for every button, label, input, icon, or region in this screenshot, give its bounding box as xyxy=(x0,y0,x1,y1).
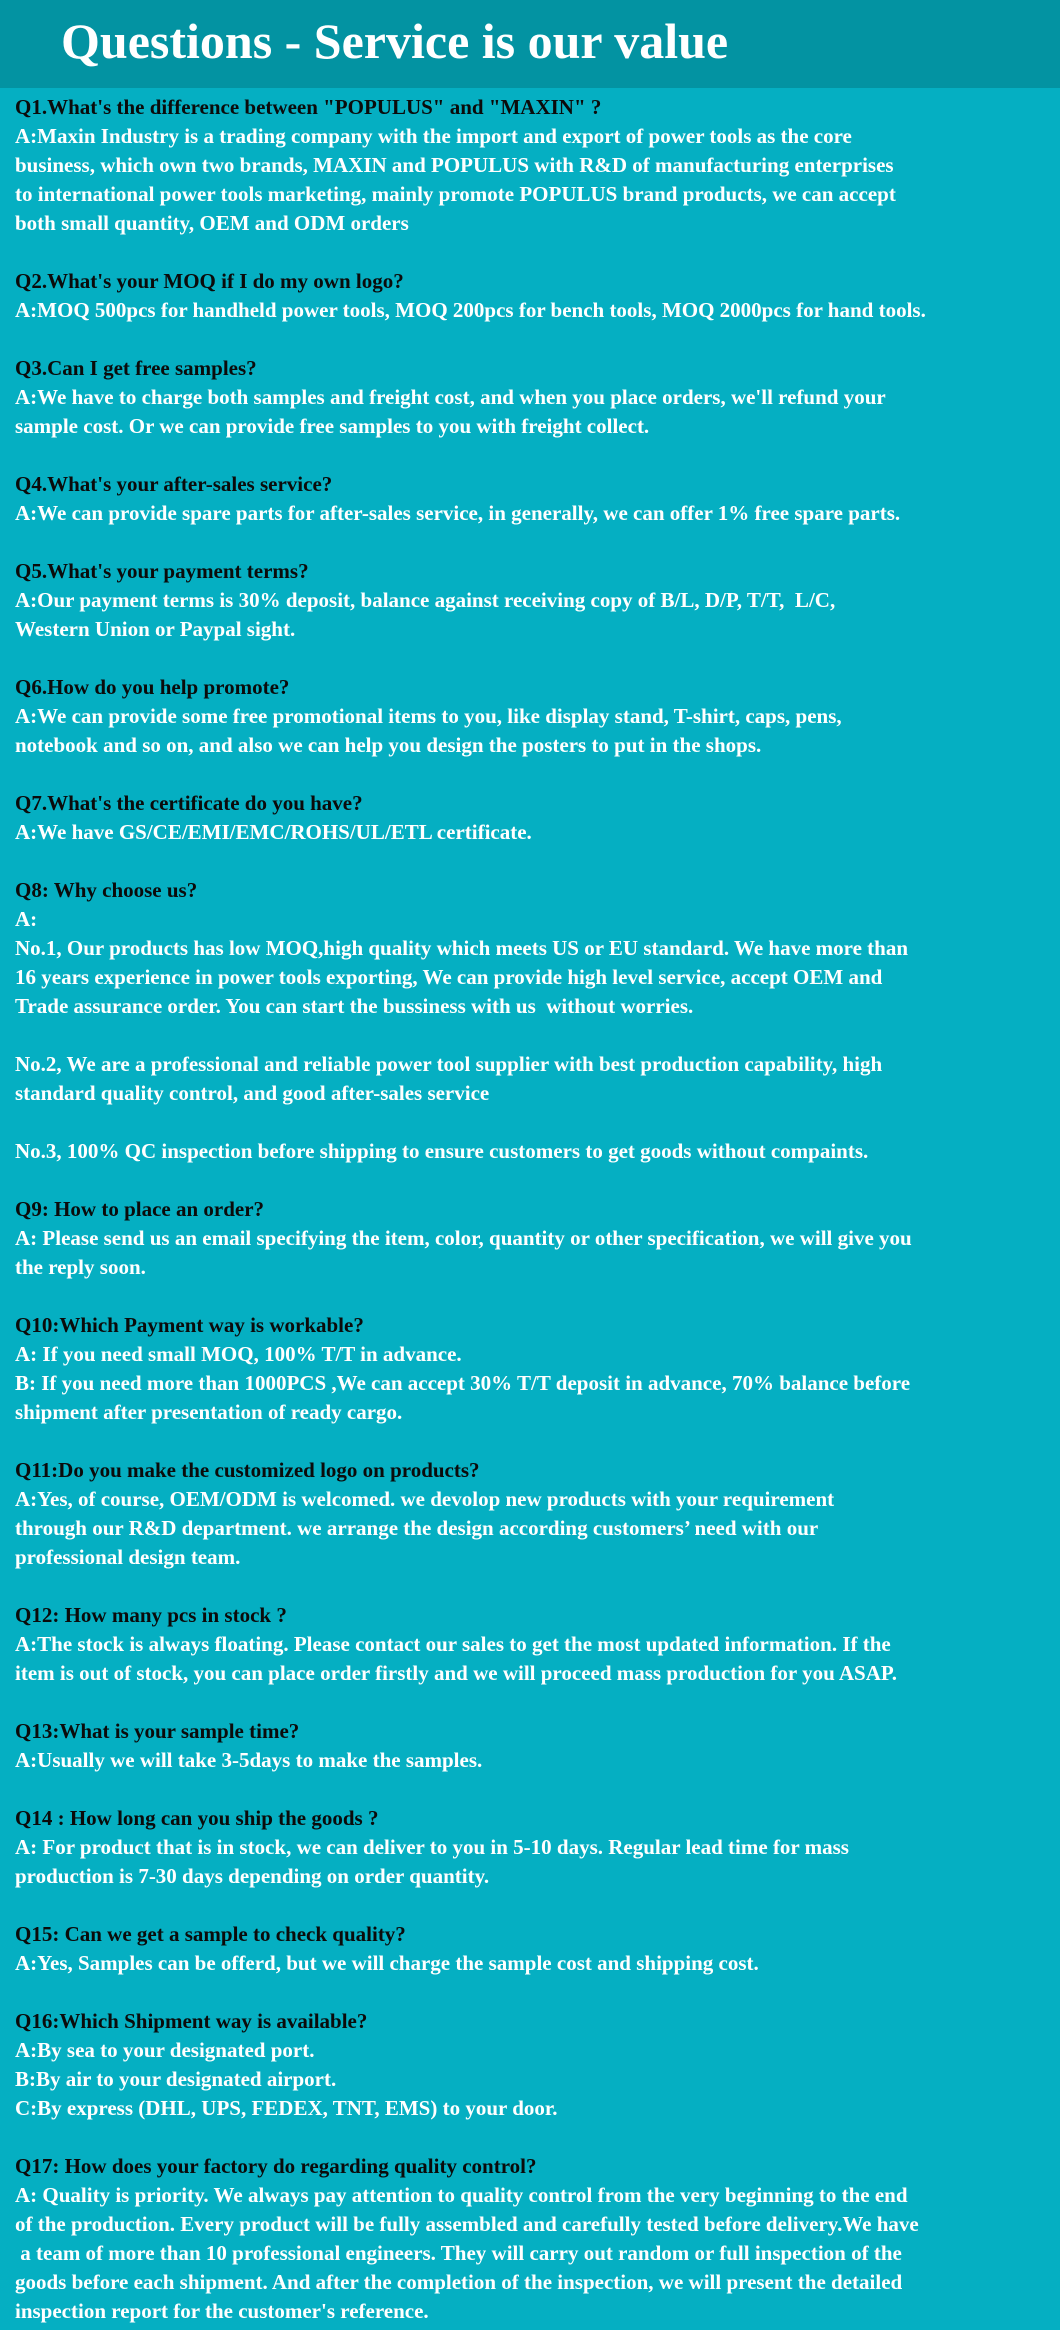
faq-question: Q10:Which Payment way is workable? xyxy=(15,1313,364,1337)
faq-item xyxy=(15,470,1060,528)
faq-answer-line: inspection report for the customer's reference. xyxy=(15,2299,429,2323)
faq-question: Q7.What's the certificate do you have? xyxy=(15,791,363,815)
faq-answer-line: A: Please send us an email specifying the item, color, quantity or other specification, we will give you xyxy=(15,1226,912,1250)
faq-item xyxy=(15,2007,1060,2123)
faq-answer-line: A:We have to charge both samples and freight cost, and when you place orders, we'll refund your xyxy=(15,385,886,409)
faq-answer-line: A:Usually we will take 3-5days to make the samples. xyxy=(15,1748,483,1772)
faq-answer-line: both small quantity, OEM and ODM orders xyxy=(15,211,409,235)
faq-item xyxy=(15,354,1060,441)
faq-question: Q12: How many pcs in stock ? xyxy=(15,1603,287,1627)
faq-answer-line: A: If you need small MOQ, 100% T/T in advance. xyxy=(15,1342,462,1366)
faq-answer-line: A:By sea to your designated port. xyxy=(15,2038,315,2062)
faq-item xyxy=(15,557,1060,644)
faq-question: Q17: How does your factory do regarding quality control? xyxy=(15,2154,537,2178)
faq-item xyxy=(15,1920,1060,1978)
faq-answer-line: A:Yes, of course, OEM/ODM is welcomed. we devolop new products with your requirement xyxy=(15,1487,835,1511)
faq-answer-line: A:MOQ 500pcs for handheld power tools, MOQ 200pcs for bench tools, MOQ 2000pcs for hand tools. xyxy=(15,298,926,322)
faq-answer-line: production is 7-30 days depending on order quantity. xyxy=(15,1864,490,1888)
faq-answer-line: Trade assurance order. You can start the bussiness with us without worries. xyxy=(15,994,694,1018)
page-header xyxy=(0,0,1060,88)
faq-question: Q14 : How long can you ship the goods ? xyxy=(15,1806,379,1830)
faq-item xyxy=(15,267,1060,325)
faq-answer-spacer xyxy=(15,1108,1060,1137)
faq-answer-line: business, which own two brands, MAXIN and POPULUS with R&D of manufacturing enterprises xyxy=(15,153,894,177)
faq-answer-line: A:The stock is always floating. Please contact our sales to get the most updated information. If the xyxy=(15,1632,891,1656)
faq-answer-line: No.2, We are a professional and reliable power tool supplier with best production capability, high xyxy=(15,1052,883,1076)
faq-question: Q6.How do you help promote? xyxy=(15,675,290,699)
faq-question: Q4.What's your after-sales service? xyxy=(15,472,333,496)
faq-answer-line: A:Our payment terms is 30% deposit, balance against receiving copy of B/L, D/P, T/T, L/C, xyxy=(15,588,836,612)
faq-answer-line: 16 years experience in power tools exporting, We can provide high level service, accept OEM and xyxy=(15,965,883,989)
faq-question: Q2.What's your MOQ if I do my own logo? xyxy=(15,269,404,293)
faq-question: Q15: Can we get a sample to check quality? xyxy=(15,1922,406,1946)
faq-question: Q9: How to place an order? xyxy=(15,1197,265,1221)
faq-answer-line: B:By air to your designated airport. xyxy=(15,2067,337,2091)
faq-answer-line: through our R&D department. we arrange the design according customers’ need with our xyxy=(15,1516,819,1540)
faq-answer-line: sample cost. Or we can provide free samples to you with freight collect. xyxy=(15,414,650,438)
faq-answer-line: item is out of stock, you can place order firstly and we will proceed mass production for you ASAP. xyxy=(15,1661,898,1685)
faq-answer-line: notebook and so on, and also we can help you design the posters to put in the shops. xyxy=(15,733,762,757)
faq-item xyxy=(15,673,1060,760)
faq-answer-line: standard quality control, and good after-sales service xyxy=(15,1081,490,1105)
faq-question: Q8: Why choose us? xyxy=(15,878,198,902)
faq-item xyxy=(15,1456,1060,1572)
faq-question: Q3.Can I get free samples? xyxy=(15,356,257,380)
faq-answer-line: A:Yes, Samples can be offerd, but we will charge the sample cost and shipping cost. xyxy=(15,1951,759,1975)
faq-item xyxy=(15,876,1060,1166)
faq-question: Q16:Which Shipment way is available? xyxy=(15,2009,368,2033)
faq-answer-line: B: If you need more than 1000PCS ,We can accept 30% T/T deposit in advance, 70% balance before xyxy=(15,1371,911,1395)
faq-answer-line: a team of more than 10 professional engineers. They will carry out random or full inspection of the xyxy=(15,2241,902,2265)
faq-answer-line: A: For product that is in stock, we can deliver to you in 5-10 days. Regular lead time for mass xyxy=(15,1835,849,1859)
faq-answer-line: A:We can provide some free promotional items to you, like display stand, T-shirt, caps, pens, xyxy=(15,704,842,728)
faq-answer-line: of the production. Every product will be fully assembled and carefully tested before delivery.We have xyxy=(15,2212,919,2236)
faq-answer-line: the reply soon. xyxy=(15,1255,146,1279)
faq-answer-line: A:Maxin Industry is a trading company with the import and export of power tools as the core xyxy=(15,124,852,148)
faq-answer-line: C:By express (DHL, UPS, FEDEX, TNT, EMS) to your door. xyxy=(15,2096,558,2120)
faq-answer-line: No.1, Our products has low MOQ,high quality which meets US or EU standard. We have more than xyxy=(15,936,908,960)
faq-answer-line: A:We have GS/CE/EMI/EMC/ROHS/UL/ETL certificate. xyxy=(15,820,532,844)
faq-question: Q1.What's the difference between "POPULUS" and "MAXIN" ? xyxy=(15,95,602,119)
faq-answer-line: shipment after presentation of ready cargo. xyxy=(15,1400,403,1424)
faq-answer-line: A: xyxy=(15,907,38,931)
faq-answer-line: A:We can provide spare parts for after-sales service, in generally, we can offer 1% free spare parts. xyxy=(15,501,901,525)
faq-question: Q13:What is your sample time? xyxy=(15,1719,300,1743)
faq-item xyxy=(15,789,1060,847)
faq-item xyxy=(15,2152,1060,2326)
faq-item xyxy=(15,1195,1060,1282)
faq-answer-line: goods before each shipment. And after the completion of the inspection, we will present the detailed xyxy=(15,2270,903,2294)
faq-question: Q11:Do you make the customized logo on products? xyxy=(15,1458,480,1482)
faq-answer-line: No.3, 100% QC inspection before shipping to ensure customers to get goods without compaints. xyxy=(15,1139,869,1163)
faq-answer-line: A: Quality is priority. We always pay attention to quality control from the very beginning to the end xyxy=(15,2183,908,2207)
faq-question: Q5.What's your payment terms? xyxy=(15,559,309,583)
faq-item xyxy=(15,1717,1060,1775)
page-title: Questions - Service is our value xyxy=(61,13,729,69)
faq-item xyxy=(15,93,1060,238)
faq-answer-spacer xyxy=(15,1021,1060,1050)
faq-answer-line: to international power tools marketing, mainly promote POPULUS brand products, we can accept xyxy=(15,182,896,206)
faq-answer-line: Western Union or Paypal sight. xyxy=(15,617,296,641)
faq-item xyxy=(15,1601,1060,1688)
faq-item xyxy=(15,1311,1060,1427)
faq-list xyxy=(0,88,1060,2326)
faq-answer-line: professional design team. xyxy=(15,1545,241,1569)
faq-item xyxy=(15,1804,1060,1891)
